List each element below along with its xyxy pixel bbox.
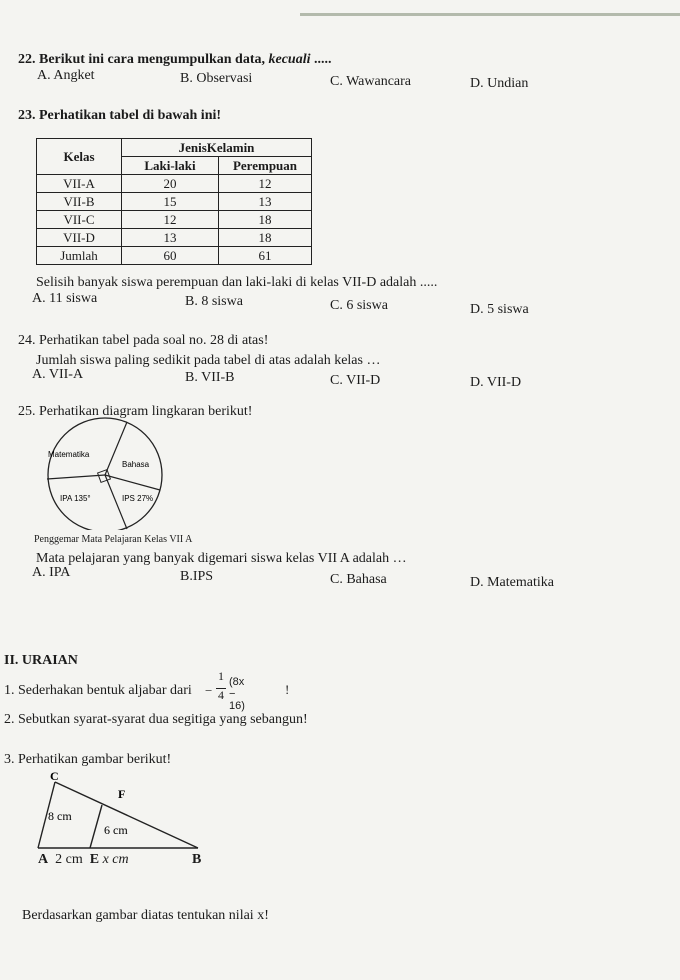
q24-option-b[interactable]: B. VII-B	[185, 370, 235, 385]
label-matematika: Matematika	[48, 450, 90, 459]
q23-option-c[interactable]: C. 6 siswa	[330, 298, 388, 313]
q23-prompt: 23. Perhatikan tabel di bawah ini!	[18, 108, 222, 123]
label-ipa: IPA 135°	[60, 494, 91, 503]
table-cell: 61	[219, 247, 312, 265]
table-header-laki: Laki-laki	[122, 157, 219, 175]
table-row	[37, 193, 312, 211]
q24-option-a[interactable]: A. VII-A	[32, 367, 84, 382]
figure-bottom-labels: A 2 cm E x cm	[38, 852, 129, 867]
q22-option-c[interactable]: C. Wawancara	[330, 74, 412, 89]
table-cell: 15	[122, 193, 219, 211]
uraian-q3-closing: Berdasarkan gambar diatas tentukan nilai x!	[22, 908, 269, 923]
table-cell: VII-B	[37, 193, 122, 211]
table-header-perempuan: Perempuan	[219, 157, 312, 175]
q25-option-c[interactable]: C. Bahasa	[330, 572, 387, 587]
pie-divider-right	[105, 475, 160, 490]
q25-question: Mata pelajaran yang banyak digemari siswa kelas VII A adalah …	[36, 551, 407, 566]
label-8cm: 8 cm	[48, 809, 72, 823]
table-row	[37, 247, 312, 265]
label-ips: IPS 27%	[122, 494, 154, 503]
label-6cm: 6 cm	[104, 823, 128, 837]
side-cb	[55, 782, 198, 848]
q23-question: Selisih banyak siswa perempuan dan laki-laki di kelas VII-D adalah .....	[36, 275, 438, 290]
pie-divider-left	[47, 475, 105, 479]
q23-option-b[interactable]: B. 8 siswa	[185, 294, 243, 309]
q24-option-c[interactable]: C. VII-D	[330, 373, 381, 388]
table-row	[37, 175, 312, 193]
table-row	[37, 229, 312, 247]
table-cell: VII-D	[37, 229, 122, 247]
table-cell: VII-C	[37, 211, 122, 229]
label-bahasa: Bahasa	[122, 460, 150, 469]
q22-option-d[interactable]: D. Undian	[470, 76, 529, 91]
q24-option-d[interactable]: D. VII-D	[470, 375, 522, 390]
table-cell: 18	[219, 211, 312, 229]
table-header-jenis: JenisKelamin	[122, 139, 312, 157]
label-b: B	[192, 852, 202, 867]
q25-prompt: 25. Perhatikan diagram lingkaran berikut!	[18, 404, 253, 419]
label-c: C	[50, 770, 59, 783]
q22-prompt: 22. Berikut ini cara mengumpulkan data, kecuali .....	[18, 52, 332, 67]
q25-option-d[interactable]: D. Matematika	[470, 575, 554, 590]
segment-fe	[90, 805, 102, 848]
table-cell: Jumlah	[37, 247, 122, 265]
q22-option-a[interactable]: A. Angket	[37, 68, 95, 83]
section-heading-uraian: II. URAIAN	[4, 653, 78, 668]
uraian-q1: 1. Sederhakan bentuk aljabar dari	[4, 683, 192, 698]
q25-option-a[interactable]: A. IPA	[32, 565, 71, 580]
q23-option-a[interactable]: A. 11 siswa	[32, 291, 98, 306]
q22-option-b[interactable]: B. Observasi	[180, 71, 253, 86]
q24-question: Jumlah siswa paling sedikit pada tabel di atas adalah kelas …	[36, 353, 381, 368]
q24-prompt: 24. Perhatikan tabel pada soal no. 28 di atas!	[18, 333, 269, 348]
table-cell: VII-A	[37, 175, 122, 193]
table-cell: 12	[219, 175, 312, 193]
table-cell: 13	[122, 229, 219, 247]
label-f: F	[118, 787, 126, 801]
uraian-q3: 3. Perhatikan gambar berikut!	[4, 752, 172, 767]
table-header-kelas: Kelas	[37, 139, 122, 175]
table-cell: 20	[122, 175, 219, 193]
top-edge-line	[300, 13, 680, 16]
table-cell: 60	[122, 247, 219, 265]
gender-table	[36, 138, 312, 265]
table-cell: 12	[122, 211, 219, 229]
table-row	[37, 211, 312, 229]
pie-caption: Penggemar Mata Pelajaran Kelas VII A	[34, 534, 193, 545]
pie-chart	[30, 415, 180, 530]
table-cell: 18	[219, 229, 312, 247]
q23-option-d[interactable]: D. 5 siswa	[470, 302, 529, 317]
uraian-q2: 2. Sebutkan syarat-syarat dua segitiga yang sebangun!	[4, 712, 308, 727]
q25-option-b[interactable]: B.IPS	[180, 569, 214, 584]
table-cell: 13	[219, 193, 312, 211]
